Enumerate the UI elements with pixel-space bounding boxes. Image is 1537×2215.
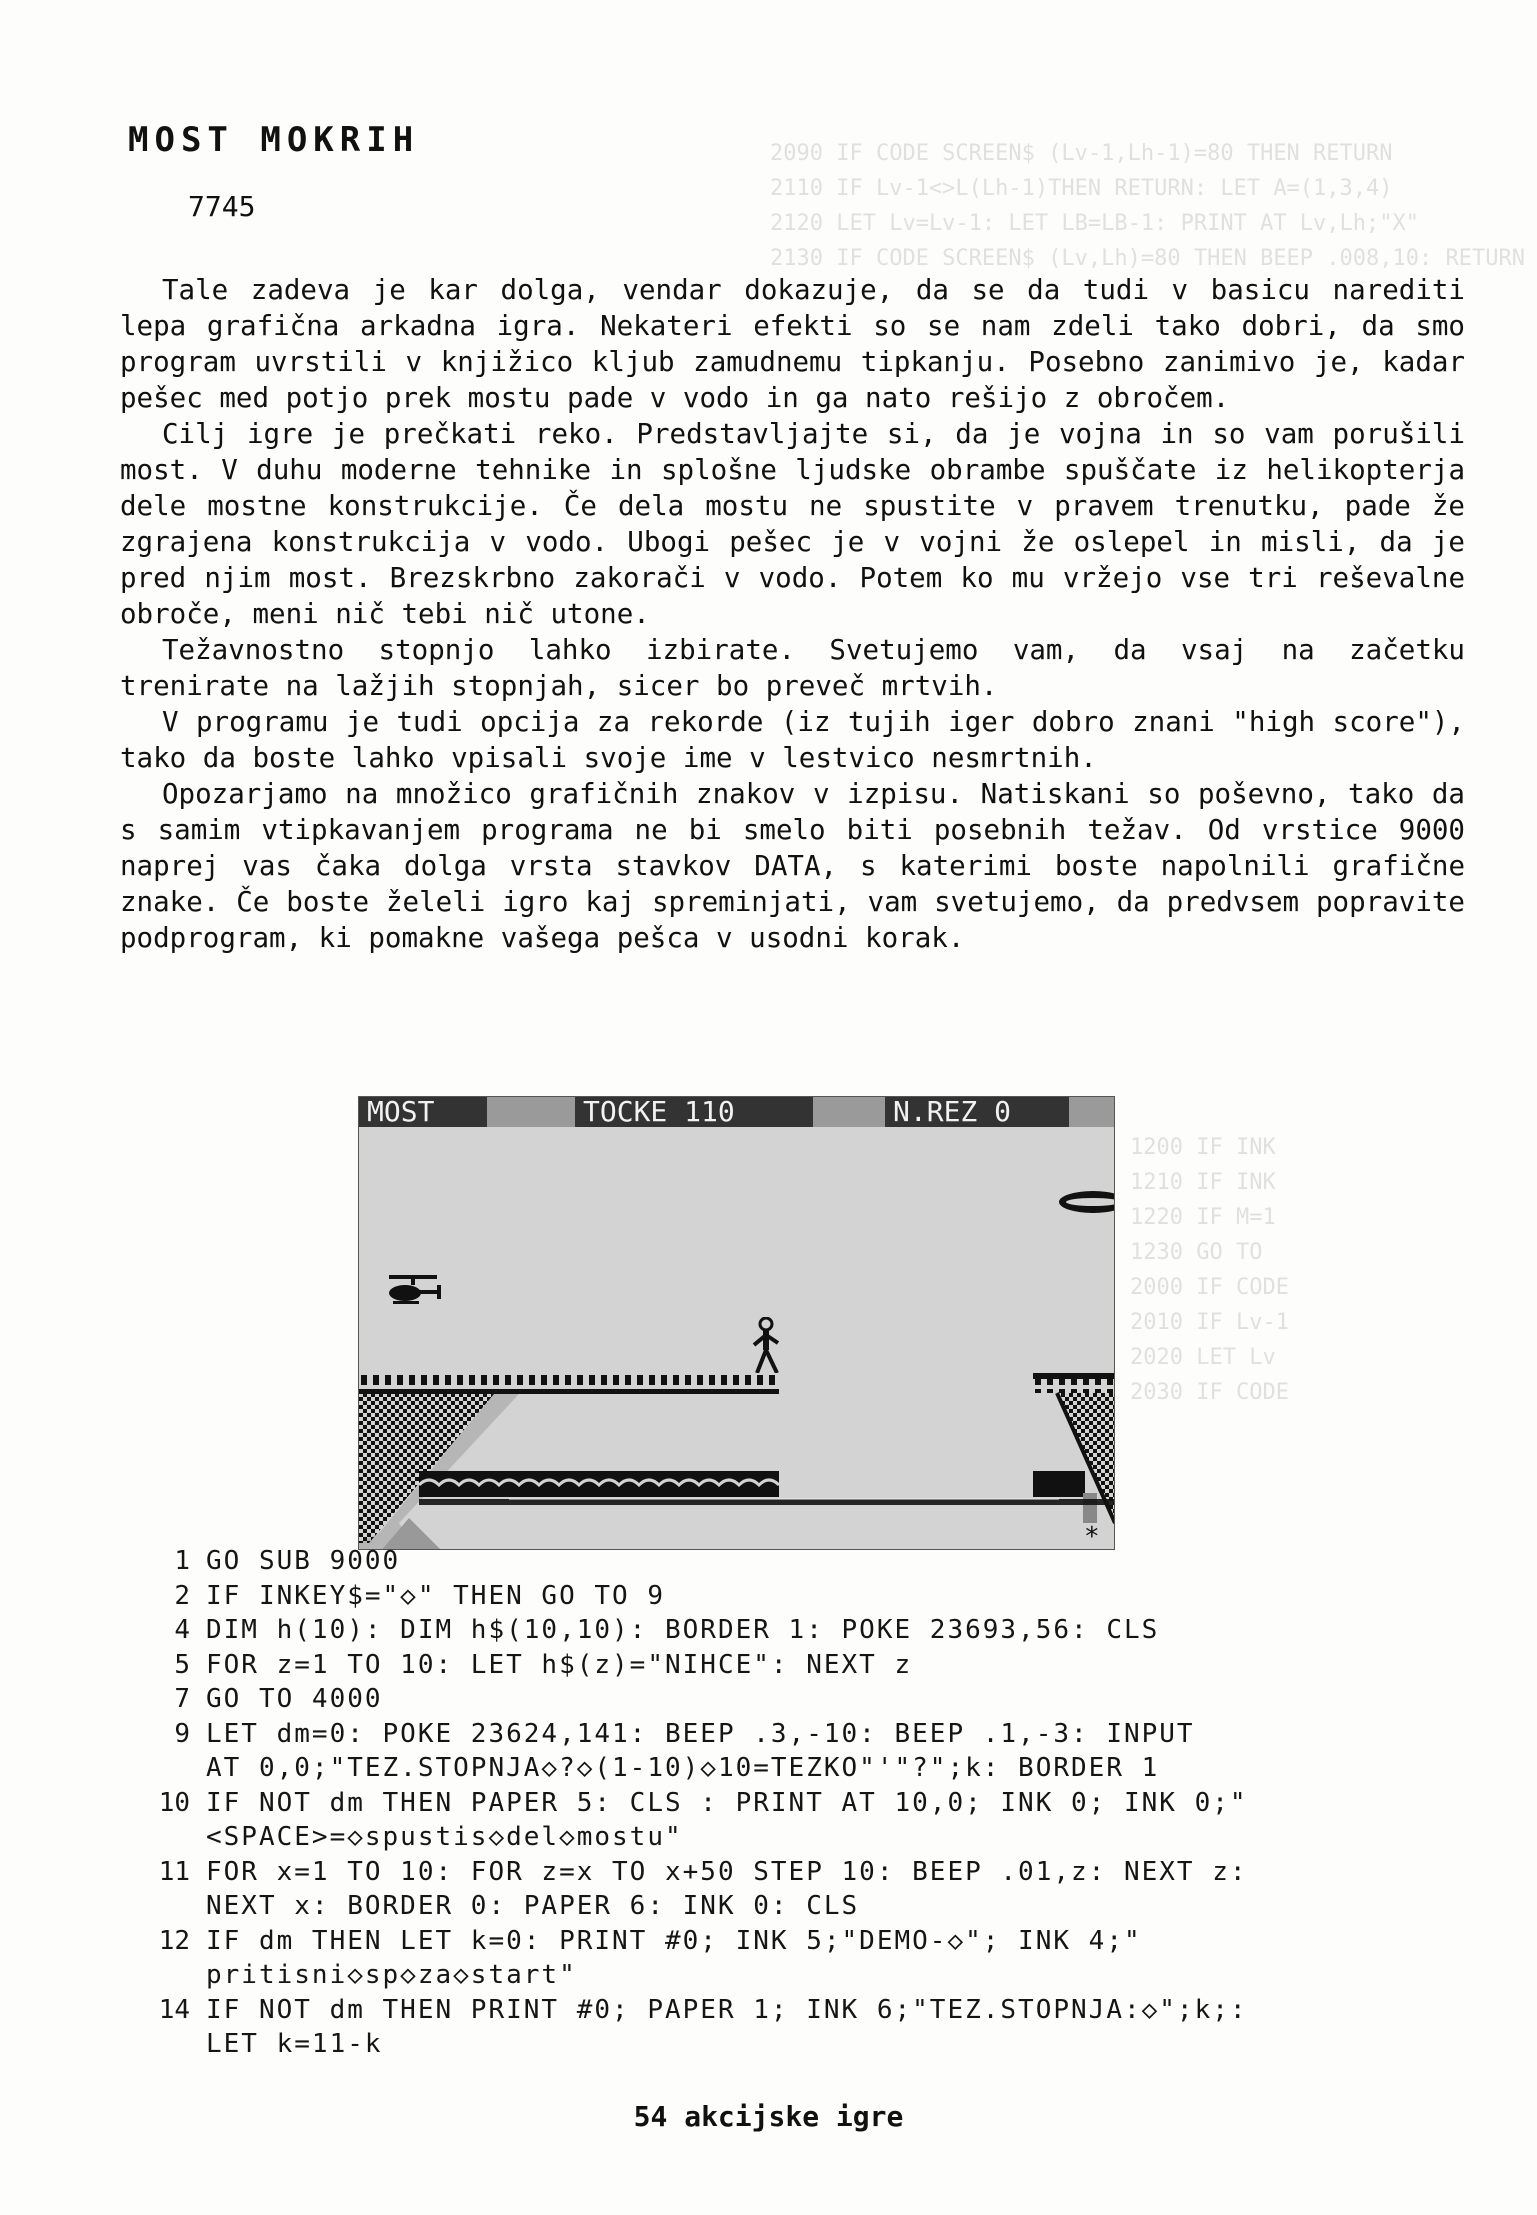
line-number: 7 — [174, 1684, 190, 1714]
listing-line — [146, 1648, 1476, 1683]
line-number: 10 — [158, 1787, 190, 1818]
hud-lives: N.REZ 0 — [885, 1097, 1069, 1127]
game-screenshot — [358, 1096, 1115, 1550]
page-footer: 54 akcijske igre — [633, 2100, 904, 2133]
show-through-text-2: 1200 IF INK 1210 IF INK 1220 IF M=1 1230 GO TO 2000 IF CODE 2010 IF Lv-1 2020 LET Lv 2030 IF CODE — [1130, 1135, 1289, 1405]
pedestrian-icon — [751, 1317, 781, 1375]
listing-line — [146, 1786, 1476, 1855]
listing-line — [146, 1924, 1476, 1993]
line-code: IF NOT dm THEN PAPER 5: CLS : PRINT AT 10,0; INK 0; INK 0;" <SPACE>=◇spustis◇del◇mostu" — [206, 1787, 1248, 1852]
article-body — [120, 272, 1465, 956]
line-code: IF INKEY$="◇" THEN GO TO 9 — [206, 1580, 665, 1611]
show-through-text: 2090 IF CODE SCREEN$ (Lv-1,Lh-1)=80 THEN RETURN 2110 IF Lv-1<>L(Lh-1)THEN RETURN: LET A=(1,3,4) 2120 LET Lv=Lv-1: LET LB=LB-1: PRINT AT Lv,Lh;"X" 2130 IF CODE SCREEN$ (Lv,Lh)=80 THEN BEEP .008,10: RETURN — [770, 141, 1525, 271]
line-number: 11 — [158, 1856, 190, 1887]
life-ring-icon — [1059, 1191, 1115, 1213]
line-number: 12 — [158, 1925, 190, 1956]
line-code: FOR x=1 TO 10: FOR z=x TO x+50 STEP 10: BEEP .01,z: NEXT z: NEXT x: BORDER 0: PAPER 6: INK 0: CLS — [206, 1856, 1248, 1921]
line-code: LET dm=0: POKE 23624,141: BEEP .3,-10: BEEP .1,-3: INPUT AT 0,0;"TEZ.STOPNJA◇?◇(1-10)◇10=TEZKO"'"?";k: BORDER 1 — [206, 1718, 1195, 1783]
line-code: FOR z=1 TO 10: LET h$(z)="NIHCE": NEXT z — [206, 1649, 913, 1680]
paragraph: V programu je tudi opcija za rekorde (iz tujih iger dobro znani "high score"), tako da boste lahko vpisali svoje ime v lestvico nesmrtnih. — [120, 706, 1465, 774]
page-title: MOST MOKRIH — [128, 120, 420, 160]
basic-listing — [146, 1544, 1476, 2062]
paragraph: Težavnostno stopnjo lahko izbirate. Svetujemo vam, da vsaj na začetku trenirate na lažjih stopnjah, sicer bo preveč mrtvih. — [120, 634, 1465, 702]
line-number: 14 — [158, 1994, 190, 2025]
paragraph: Cilj igre je prečkati reko. Predstavljajte si, da je vojna in so vam porušili most. V duhu moderne tehnike in splošne ljudske obrambe spuščate iz helikopterja dele mostne konstrukcije. Če dela mostu ne spustite v pravem trenutku, pade že zgrajena konstrukcija v vodo. Ubogi pešec je v vojni že oslepel in misli, da je pred njim most. Brezskrbno zakorači v vodo. Potem ko mu vržejo vse tri reševalne obroče, meni nič tebi nič utone. — [120, 418, 1465, 630]
line-code: GO SUB 9000 — [206, 1546, 401, 1576]
listing-line — [146, 1544, 1476, 1579]
listing-line — [146, 1682, 1476, 1717]
listing-line — [146, 1993, 1476, 2062]
line-code: DIM h(10): DIM h$(10,10): BORDER 1: POKE 23693,56: CLS — [206, 1615, 1160, 1645]
paragraph: Tale zadeva je kar dolga, vendar dokazuje, da se da tudi v basicu narediti lepa grafična arkadna igra. Nekateri efekti so se nam zdeli tako dobri, da smo program uvrstili v knjižico kljub zamudnemu tipkanju. Posebno zanimivo je, kadar pešec med potjo prek mostu pade v vodo in ga nato rešijo z obročem. — [120, 274, 1465, 414]
svg-text:*: * — [1084, 1522, 1100, 1549]
left-bank-bridge — [359, 1373, 779, 1550]
line-code: IF NOT dm THEN PRINT #0; PAPER 1; INK 6;"TEZ.STOPNJA:◇";k;: LET k=11-k — [206, 1994, 1248, 2059]
helicopter-icon — [387, 1275, 443, 1305]
line-code: GO TO 4000 — [206, 1684, 383, 1714]
line-number: 4 — [174, 1615, 190, 1645]
hud-score: TOCKE 110 — [575, 1097, 813, 1127]
line-code: IF dm THEN LET k=0: PRINT #0; INK 5;"DEMO-◇"; INK 4;" pritisni◇sp◇za◇start" — [206, 1925, 1142, 1990]
listing-line — [146, 1613, 1476, 1648]
hud-title: MOST — [359, 1097, 487, 1127]
paragraph: Opozarjamo na množico grafičnih znakov v izpisu. Natiskani so poševno, tako da s samim vtipkavanjem programa ne bi smelo biti posebnih težav. Od vrstice 9000 naprej vas čaka dolga vrsta stavkov DATA, s katerimi boste napolnili grafične znake. Če boste želeli igro kaj spreminjati, vam svetujemo, da predvsem popravite podprogram, ki pomakne vašega pešca v usodni korak. — [120, 778, 1465, 954]
listing-line — [146, 1855, 1476, 1924]
line-number: 1 — [174, 1546, 190, 1576]
listing-line — [146, 1579, 1476, 1614]
game-hud — [359, 1097, 1114, 1127]
line-number: 9 — [174, 1718, 190, 1749]
program-code: 7745 — [188, 190, 256, 223]
right-bank-bridge — [1033, 1373, 1115, 1550]
line-number: 2 — [174, 1580, 190, 1611]
listing-line — [146, 1717, 1476, 1786]
line-number: 5 — [174, 1649, 190, 1680]
